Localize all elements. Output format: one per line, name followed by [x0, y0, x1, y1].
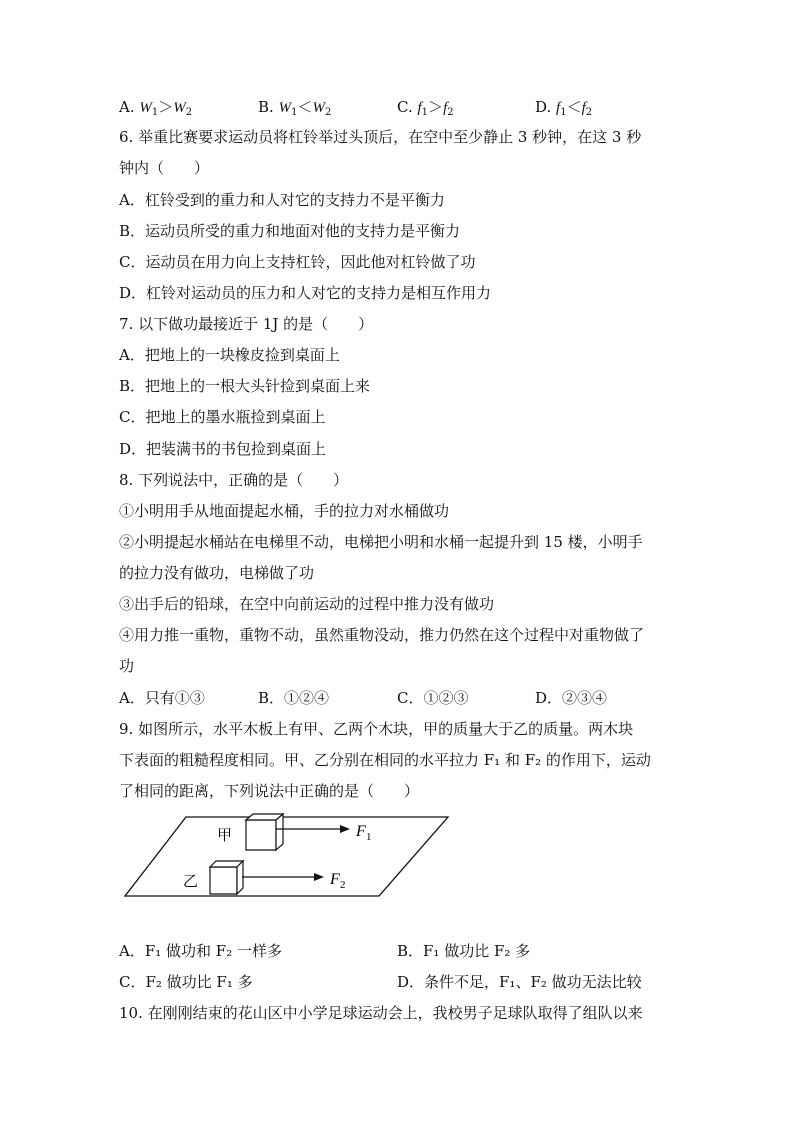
q8-stem: 8. 下列说法中，正确的是（ ）: [119, 471, 349, 489]
q9-stem-line3: 了相同的距离，下列说法中正确的是（ ）: [119, 782, 420, 800]
force-label-f2: F: [330, 871, 340, 888]
q7-option-d: D．把装满书的书包捡到桌面上: [119, 440, 327, 458]
q9-option-c: C．F₂ 做功比 F₁ 多: [119, 973, 253, 991]
q6-option-d: D．杠铃对运动员的压力和人对它的支持力是相互作用力: [119, 284, 492, 302]
q8-statement-3: ③出手后的铅球，在空中向前运动的过程中推力没有做功: [119, 595, 495, 613]
q9-stem-line2: 下表面的粗糙程度相同。甲、乙分别在相同的水平拉力 F₁ 和 F₂ 的作用下，运动: [119, 751, 651, 769]
q9-figure: [120, 812, 460, 902]
q8-option-d: D．②③④: [535, 689, 608, 707]
q8-statement-2-line2: 的拉力没有做功，电梯做了功: [119, 564, 315, 582]
q9-option-b: B．F₁ 做功比 F₂ 多: [397, 942, 531, 960]
force-arrow-f2-head: [314, 873, 324, 881]
q7-option-a: A．把地上的一块橡皮捡到桌面上: [119, 346, 340, 364]
q5-option-c: C. $f_1>f_2$: [397, 98, 454, 118]
q9-option-d: D．条件不足，F₁、F₂ 做功无法比较: [397, 973, 642, 991]
q8-statement-1: ①小明用手从地面提起水桶，手的拉力对水桶做功: [119, 502, 450, 520]
force-label-f2-sub: 2: [340, 879, 346, 891]
q10-stem-line1: 10. 在刚刚结束的花山区中小学足球运动会上，我校男子足球队取得了组队以来: [119, 1004, 643, 1022]
block-yi: [210, 861, 243, 894]
q8-statement-4-line1: ④用力推一重物，重物不动，虽然重物没动，推力仍然在这个过程中对重物做了: [119, 626, 645, 644]
block-yi-label: 乙: [183, 872, 199, 890]
q6-stem-line2: 钟内（ ）: [119, 159, 210, 177]
q9-option-a: A．F₁ 做功和 F₂ 一样多: [119, 942, 282, 960]
q6-option-a: A．杠铃受到的重力和人对它的支持力不是平衡力: [119, 191, 445, 209]
q5-option-d: D. $f_1<f_2$: [535, 98, 593, 118]
q6-option-b: B．运动员所受的重力和地面对他的支持力是平衡力: [119, 222, 461, 240]
q8-option-c: C．①②③: [397, 689, 469, 707]
q6-option-c: C．运动员在用力向上支持杠铃，因此他对杠铃做了功: [119, 253, 476, 271]
q5-option-a: A. $W_1>W_2$: [119, 98, 193, 118]
block-jia-label: 甲: [217, 826, 233, 844]
block-jia: [246, 814, 283, 850]
q6-stem-line1: 6. 举重比赛要求运动员将杠铃举过头顶后，在空中至少静止 3 秒钟，在这 3 秒: [119, 128, 642, 146]
q7-option-c: C．把地上的墨水瓶捡到桌面上: [119, 408, 326, 426]
q5-option-b: B. $W_1<W_2$: [258, 98, 332, 118]
q8-option-a: A．只有①③: [119, 689, 205, 707]
q7-option-b: B．把地上的一根大头针捡到桌面上来: [119, 377, 371, 395]
force-arrow-f1-head: [340, 825, 350, 833]
force-label-f1-sub: 1: [366, 831, 372, 843]
q8-statement-2-line1: ②小明提起水桶站在电梯里不动，电梯把小明和水桶一起提升到 15 楼，小明手: [119, 533, 643, 551]
force-label-f1: F: [356, 823, 366, 840]
q8-statement-4-line2: 功: [119, 657, 135, 675]
q9-stem-line1: 9. 如图所示，水平木板上有甲、乙两个木块，甲的质量大于乙的质量。两木块: [119, 720, 634, 738]
q8-option-b: B．①②④: [258, 689, 330, 707]
q7-stem: 7. 以下做功最接近于 1J 的是（ ）: [119, 315, 374, 333]
